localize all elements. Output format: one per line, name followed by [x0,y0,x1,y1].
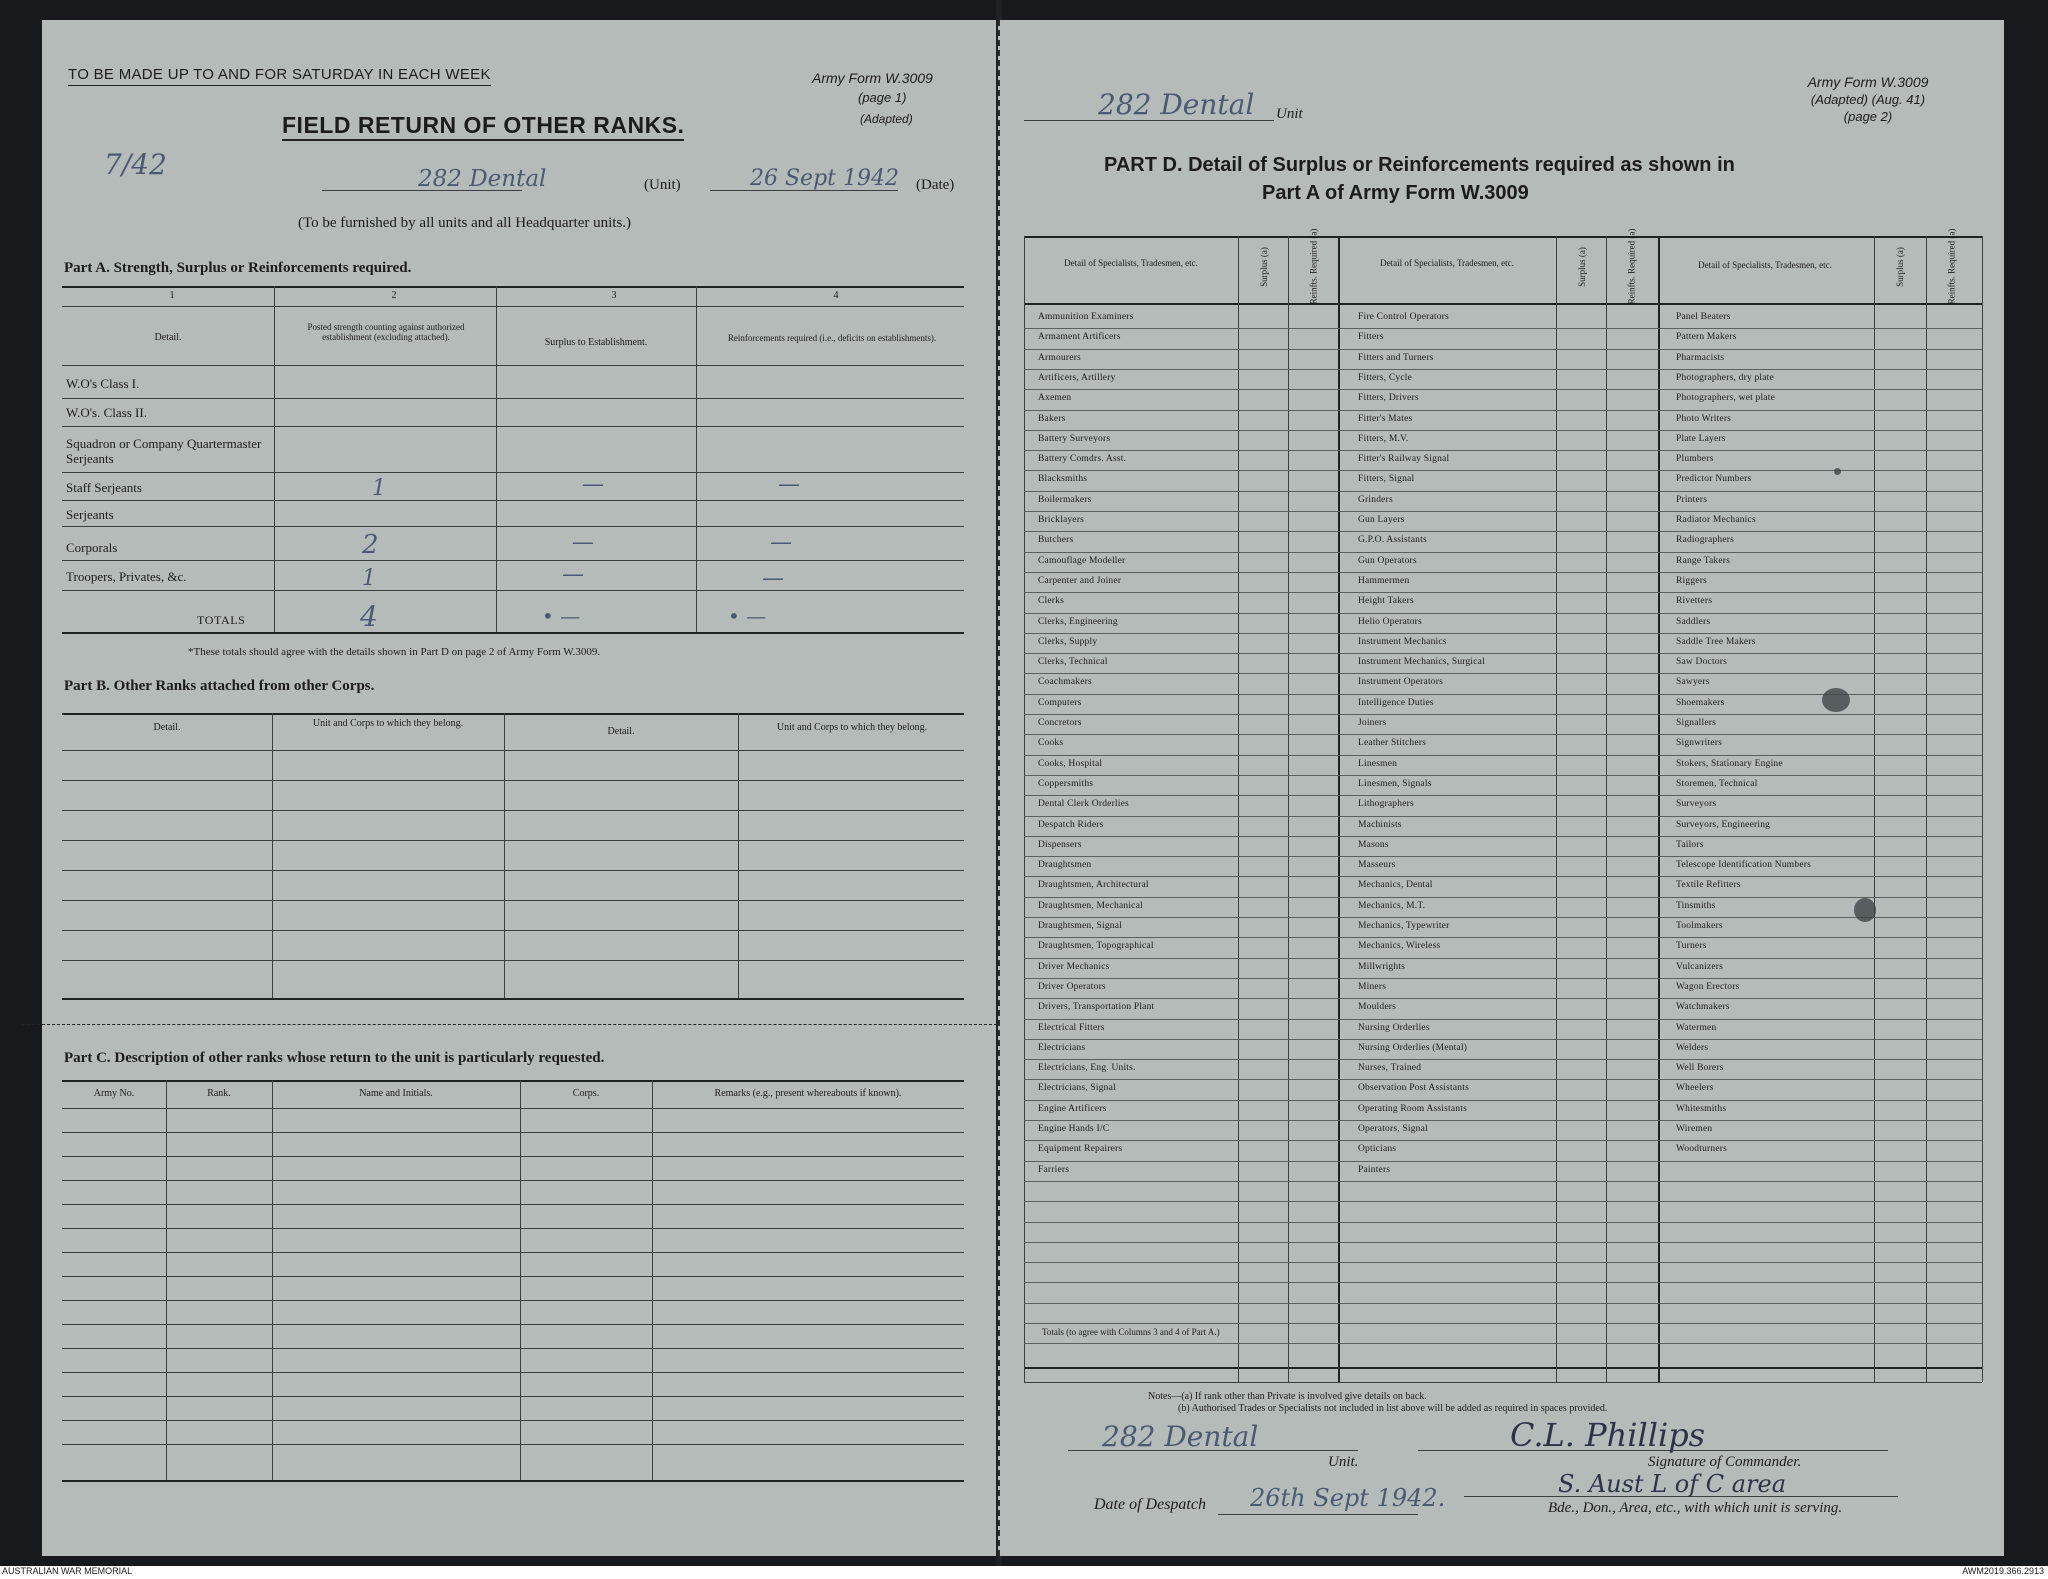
specialist-entry: Clerks, Technical [1038,657,1108,667]
posted-value: 1 [362,566,376,591]
specialist-entry: Drivers, Transportation Plant [1038,1002,1155,1012]
specialist-entry: Gun Operators [1358,556,1417,566]
specialist-entry: Electricians, Signal [1038,1083,1116,1093]
specialist-entry: Electricians, Eng. Units. [1038,1063,1136,1073]
col-header-detail-3: Detail of Specialists, Tradesmen, etc. [1698,260,1832,270]
form-ref-line3: (page 2) [1843,109,1893,124]
specialist-entry: Driver Operators [1038,982,1106,992]
specialist-entry: Moulders [1358,1002,1397,1012]
ink-spot [1822,688,1850,712]
col-header-surplus-1: Surplus (a) [1259,247,1269,287]
specialist-entry: Opticians [1358,1144,1397,1154]
specialist-entry: Fitters and Turners [1358,353,1434,363]
part-d-totals-label: Totals (to agree with Columns 3 and 4 of Part A.) [1042,1327,1220,1337]
specialist-entry: Pharmacists [1676,353,1725,363]
form-ref-line1: Army Form W.3009 [1807,74,1929,90]
specialist-entry: Mechanics, Dental [1358,880,1433,890]
specialist-entry: Mechanics, Wireless [1358,941,1441,951]
specialist-entry: Armourers [1038,353,1081,363]
specialist-entry: Shoemakers [1676,698,1725,708]
despatch-value: 26th Sept 1942. [1250,1484,1446,1512]
specialist-entry: Vulcanizers [1676,962,1723,972]
surplus-value: — [562,562,584,587]
col-header-reinf: Reinforcements required (i.e., deficits on establishments). [727,333,937,343]
specialist-entry: Panel Beaters [1676,312,1731,322]
specialist-entry: Coppersmiths [1038,779,1094,789]
furnish-note: (To be furnished by all units and all Headquarter units.) [298,215,632,231]
posted-value: 1 [372,476,386,501]
handwritten-ref: 7/42 [104,148,167,181]
col-header-detail-2: Detail of Specialists, Tradesmen, etc. [1380,258,1514,268]
specialist-entry: Printers [1676,495,1708,505]
part-c-col-name: Name and Initials. [359,1088,433,1099]
specialist-entry: Draughtsmen, Topographical [1038,941,1154,951]
notes-a: Notes—(a) If rank other than Private is involved give details on back. [1148,1391,1427,1402]
totals-surplus: • — [542,604,581,628]
specialist-entry: Intelligence Duties [1358,698,1434,708]
specialist-entry: Wheelers [1676,1083,1714,1093]
specialist-entry: Engine Hands I/C [1038,1124,1110,1134]
specialist-entry: Fitters [1358,332,1384,342]
col-header-posted: Posted strength counting against authorized establishment (excluding attached). [307,322,465,342]
col-header-surplus-2: Surplus (a) [1577,247,1587,287]
totals-label: TOTALS [197,613,246,627]
specialist-entry: Height Takers [1358,596,1414,606]
part-a-heading: Part A. Strength, Surplus or Reinforcements required. [64,260,412,276]
col-header-surplus: Surplus to Establishment. [544,337,648,348]
part-c-col-remarks: Remarks (e.g., present whereabouts if known). [714,1088,902,1099]
row-label: W.O's Class I. [66,376,140,391]
date-label: (Date) [916,177,955,193]
reinf-value: — [762,566,784,591]
specialist-entry: Masseurs [1358,860,1396,870]
specialist-entry: Operating Room Assistants [1358,1104,1467,1114]
specialist-entry: Instrument Mechanics, Surgical [1358,657,1485,667]
specialist-entry: Predictor Numbers [1676,474,1752,484]
part-b-col3: Detail. [607,726,635,737]
surplus-value: — [572,530,594,555]
specialist-entry: Saddlers [1676,617,1711,627]
part-c-col-corps: Corps. [572,1088,600,1099]
specialist-entry: Cooks [1038,738,1064,748]
reinf-value: — [770,530,792,555]
part-d-subtitle: Part A of Army Form W.3009 [1262,182,1529,204]
reinf-value: — [778,472,800,497]
col-number-1: 1 [169,290,175,301]
specialist-entry: Draughtsmen, Mechanical [1038,901,1143,911]
specialist-entry: Draughtsmen [1038,860,1092,870]
specialist-entry: Electricians [1038,1043,1086,1053]
specialist-entry: Photographers, wet plate [1676,393,1775,403]
specialist-entry: Fitters, Drivers [1358,393,1419,403]
specialist-entry: Fitters, Signal [1358,474,1415,484]
specialist-entry: Draughtsmen, Architectural [1038,880,1149,890]
specialist-entry: Nursing Orderlies [1358,1023,1430,1033]
specialist-entry: Butchers [1038,535,1074,545]
unit-label: Unit [1276,106,1303,122]
specialist-entry: Joiners [1358,718,1387,728]
specialist-entry: Sawyers [1676,677,1710,687]
specialist-entry: Miners [1358,982,1387,992]
specialist-entry: Linesmen [1358,759,1398,769]
specialist-entry: Wiremen [1676,1124,1713,1134]
specialist-entry: Turners [1676,941,1707,951]
right-page [998,20,2004,1556]
specialist-entry: Battery Surveyors [1038,434,1111,444]
top-instruction: TO BE MADE UP TO AND FOR SATURDAY IN EACH WEEK [68,66,491,86]
col-header-detail: Detail. [154,332,182,343]
specialist-entry: Instrument Mechanics [1358,637,1447,647]
specialist-entry: Welders [1676,1043,1709,1053]
specialist-entry: Fire Control Operators [1358,312,1449,322]
specialist-entry: Clerks, Engineering [1038,617,1118,627]
specialist-entry: Boilermakers [1038,495,1092,505]
specialist-entry: Saddle Tree Makers [1676,637,1756,647]
specialist-entry: Watermen [1676,1023,1717,1033]
part-b-col4: Unit and Corps to which they belong. [776,722,928,733]
specialist-entry: Fitter's Mates [1358,414,1413,424]
specialist-entry: Plumbers [1676,454,1714,464]
specialist-entry: Despatch Riders [1038,820,1104,830]
specialist-entry: Mechanics, M.T. [1358,901,1426,911]
specialist-entry: Fitter's Railway Signal [1358,454,1450,464]
col-header-surplus-3: Surplus (a) [1895,247,1905,287]
specialist-entry: Coachmakers [1038,677,1092,687]
specialist-entry: Storemen, Technical [1676,779,1758,789]
specialist-entry: Grinders [1358,495,1393,505]
specialist-entry: Radiographers [1676,535,1734,545]
row-label: Troopers, Privates, &c. [66,569,187,584]
specialist-entry: Instrument Operators [1358,677,1443,687]
form-ref-line2: (Adapted) (Aug. 41) [1810,92,1926,107]
unit-value: 282 Dental [1098,88,1255,121]
specialist-entry: Radiator Mechanics [1676,515,1756,525]
footer-credit: AUSTRALIAN WAR MEMORIAL [2,1566,133,1576]
totals-reinf: • — [728,604,767,628]
specialist-entry: Concretors [1038,718,1082,728]
totals-note: *These totals should agree with the details shown in Part D on page 2 of Army Form W.3009. [188,646,601,658]
specialist-entry: Signwriters [1676,738,1723,748]
specialist-entry: Bricklayers [1038,515,1084,525]
left-page [42,20,998,1556]
specialist-entry: Helio Operators [1358,617,1422,627]
specialist-entry: Range Takers [1676,556,1731,566]
specialist-entry: Photo Writers [1676,414,1732,424]
col-number-3: 3 [611,290,617,301]
specialist-entry: Operators, Signal [1358,1124,1428,1134]
specialist-entry: Carpenter and Joiner [1038,576,1122,586]
specialist-entry: Clerks [1038,596,1065,606]
area-label: Bde., Don., Area, etc., with which unit is serving. [1548,1500,1843,1516]
specialist-entry: Leather Stitchers [1358,738,1427,748]
ink-spot [1834,468,1841,475]
specialist-entry: Riggers [1676,576,1707,586]
specialist-entry: Machinists [1358,820,1402,830]
specialist-entry: Axemen [1038,393,1072,403]
specialist-entry: Farriers [1038,1165,1070,1175]
col-header-detail-1: Detail of Specialists, Tradesmen, etc. [1064,258,1198,268]
specialist-entry: Plate Layers [1676,434,1726,444]
specialist-entry: Battery Comdrs. Asst. [1038,454,1127,464]
posted-value: 2 [362,530,379,560]
specialist-entry: G.P.O. Assistants [1358,535,1427,545]
specialist-entry: Equipment Repairers [1038,1144,1123,1154]
date-value: 26 Sept 1942 [750,166,899,191]
specialist-entry: Mechanics, Typewriter [1358,921,1450,931]
row-label: W.O's. Class II. [66,405,147,420]
specialist-entry: Masons [1358,840,1389,850]
specialist-entry: Lithographers [1358,799,1414,809]
row-label: Squadron or Company Quartermaster Serjeants [66,436,262,466]
form-ref-line1: Army Form W.3009 [812,70,933,86]
specialist-entry: Electrical Fitters [1038,1023,1105,1033]
specialist-entry: Nursing Orderlies (Mental) [1358,1043,1468,1053]
specialist-entry: Watchmakers [1676,1002,1730,1012]
specialist-entry: Toolmakers [1676,921,1723,931]
notes-b: (b) Authorised Trades or Specialists not included in list above will be added as required in spaces provided. [1178,1403,1608,1414]
specialist-entry: Computers [1038,698,1082,708]
surplus-value: — [582,472,604,497]
specialist-entry: Blacksmiths [1038,474,1088,484]
specialist-entry: Well Borers [1676,1063,1724,1073]
specialist-entry: Surveyors, Engineering [1676,820,1771,830]
footer-accession: AWM2019.366.2913 [1962,1566,2044,1576]
totals-posted: 4 [360,600,378,633]
specialist-entry: Surveyors [1676,799,1717,809]
specialist-entry: Fitters, M.V. [1358,434,1409,444]
specialist-entry: Nurses, Trained [1358,1063,1422,1073]
ink-spot [1854,898,1876,922]
specialist-entry: Draughtsmen, Signal [1038,921,1123,931]
specialist-entry: Observation Post Assistants [1358,1083,1469,1093]
specialist-entry: Painters [1358,1165,1391,1175]
sig-unit-value: 282 Dental [1102,1420,1259,1453]
specialist-entry: Camouflage Modeller [1038,556,1126,566]
col-number-2: 2 [391,290,397,301]
part-c-col-rank: Rank. [207,1088,231,1099]
specialist-entry: Wagon Erectors [1676,982,1740,992]
part-b-col1: Detail. [153,722,181,733]
specialist-entry: Woodturners [1676,1144,1728,1154]
part-b-col2: Unit and Corps to which they belong. [312,718,464,729]
despatch-label: Date of Despatch [1094,1496,1206,1513]
specialist-entry: Clerks, Supply [1038,637,1098,647]
part-c-col-army-no: Army No. [93,1088,135,1099]
unit-label: (Unit) [644,177,681,193]
specialist-entry: Telescope Identification Numbers [1676,860,1811,870]
area-value: S. Aust L of C area [1558,1470,1787,1498]
sig-unit-label: Unit. [1328,1454,1359,1470]
part-b-heading: Part B. Other Ranks attached from other Corps. [64,678,375,694]
specialist-entry: Millwrights [1358,962,1406,972]
specialist-entry: Fitters, Cycle [1358,373,1412,383]
specialist-entry: Gun Layers [1358,515,1405,525]
signature-label: Signature of Commander. [1648,1454,1802,1470]
specialist-entry: Signallers [1676,718,1716,728]
specialist-entry: Armament Artificers [1038,332,1121,342]
specialist-entry: Dispensers [1038,840,1082,850]
row-label: Corporals [66,540,118,555]
form-ref-line3: (Adapted) [860,112,913,126]
page-title: FIELD RETURN OF OTHER RANKS. [282,112,684,141]
specialist-entry: Textile Refitters [1676,880,1741,890]
form-ref-line2: (page 1) [858,90,907,105]
col-header-reinf-2: Reinfts. Required (a) [1626,228,1637,305]
row-label: Serjeants [66,507,114,522]
specialist-entry: Tailors [1676,840,1704,850]
specialist-entry: Ammunition Examiners [1038,312,1134,322]
part-c-heading: Part C. Description of other ranks whose return to the unit is particularly requested. [64,1050,605,1066]
specialist-entry: Pattern Makers [1676,332,1737,342]
col-header-reinf-1: Reinfts. Required (a) [1308,228,1319,305]
specialist-entry: Stokers, Stationary Engine [1676,759,1783,769]
specialist-entry: Artificers, Artillery [1038,373,1116,383]
row-label: Staff Serjeants [66,480,142,495]
specialist-entry: Rivetters [1676,596,1713,606]
col-header-reinf-3: Reinfts. Required (a) [1946,228,1957,305]
specialist-entry: Engine Artificers [1038,1104,1107,1114]
specialist-entry: Photographers, dry plate [1676,373,1774,383]
specialist-entry: Saw Doctors [1676,657,1728,667]
specialist-entry: Driver Mechanics [1038,962,1110,972]
specialist-entry: Dental Clerk Orderlies [1038,799,1129,809]
part-d-title: PART D. Detail of Surplus or Reinforcements required as shown in [1104,154,1735,176]
specialist-entry: Linesmen, Signals [1358,779,1432,789]
unit-value: 282 Dental [418,166,547,192]
specialist-entry: Tinsmiths [1676,901,1716,911]
commander-signature: C.L. Phillips [1510,1416,1706,1454]
col-number-4: 4 [833,290,839,301]
specialist-entry: Bakers [1038,414,1066,424]
specialist-entry: Hammermen [1358,576,1410,586]
specialist-entry: Whitesmiths [1676,1104,1727,1114]
specialist-entry: Cooks, Hospital [1038,759,1103,769]
